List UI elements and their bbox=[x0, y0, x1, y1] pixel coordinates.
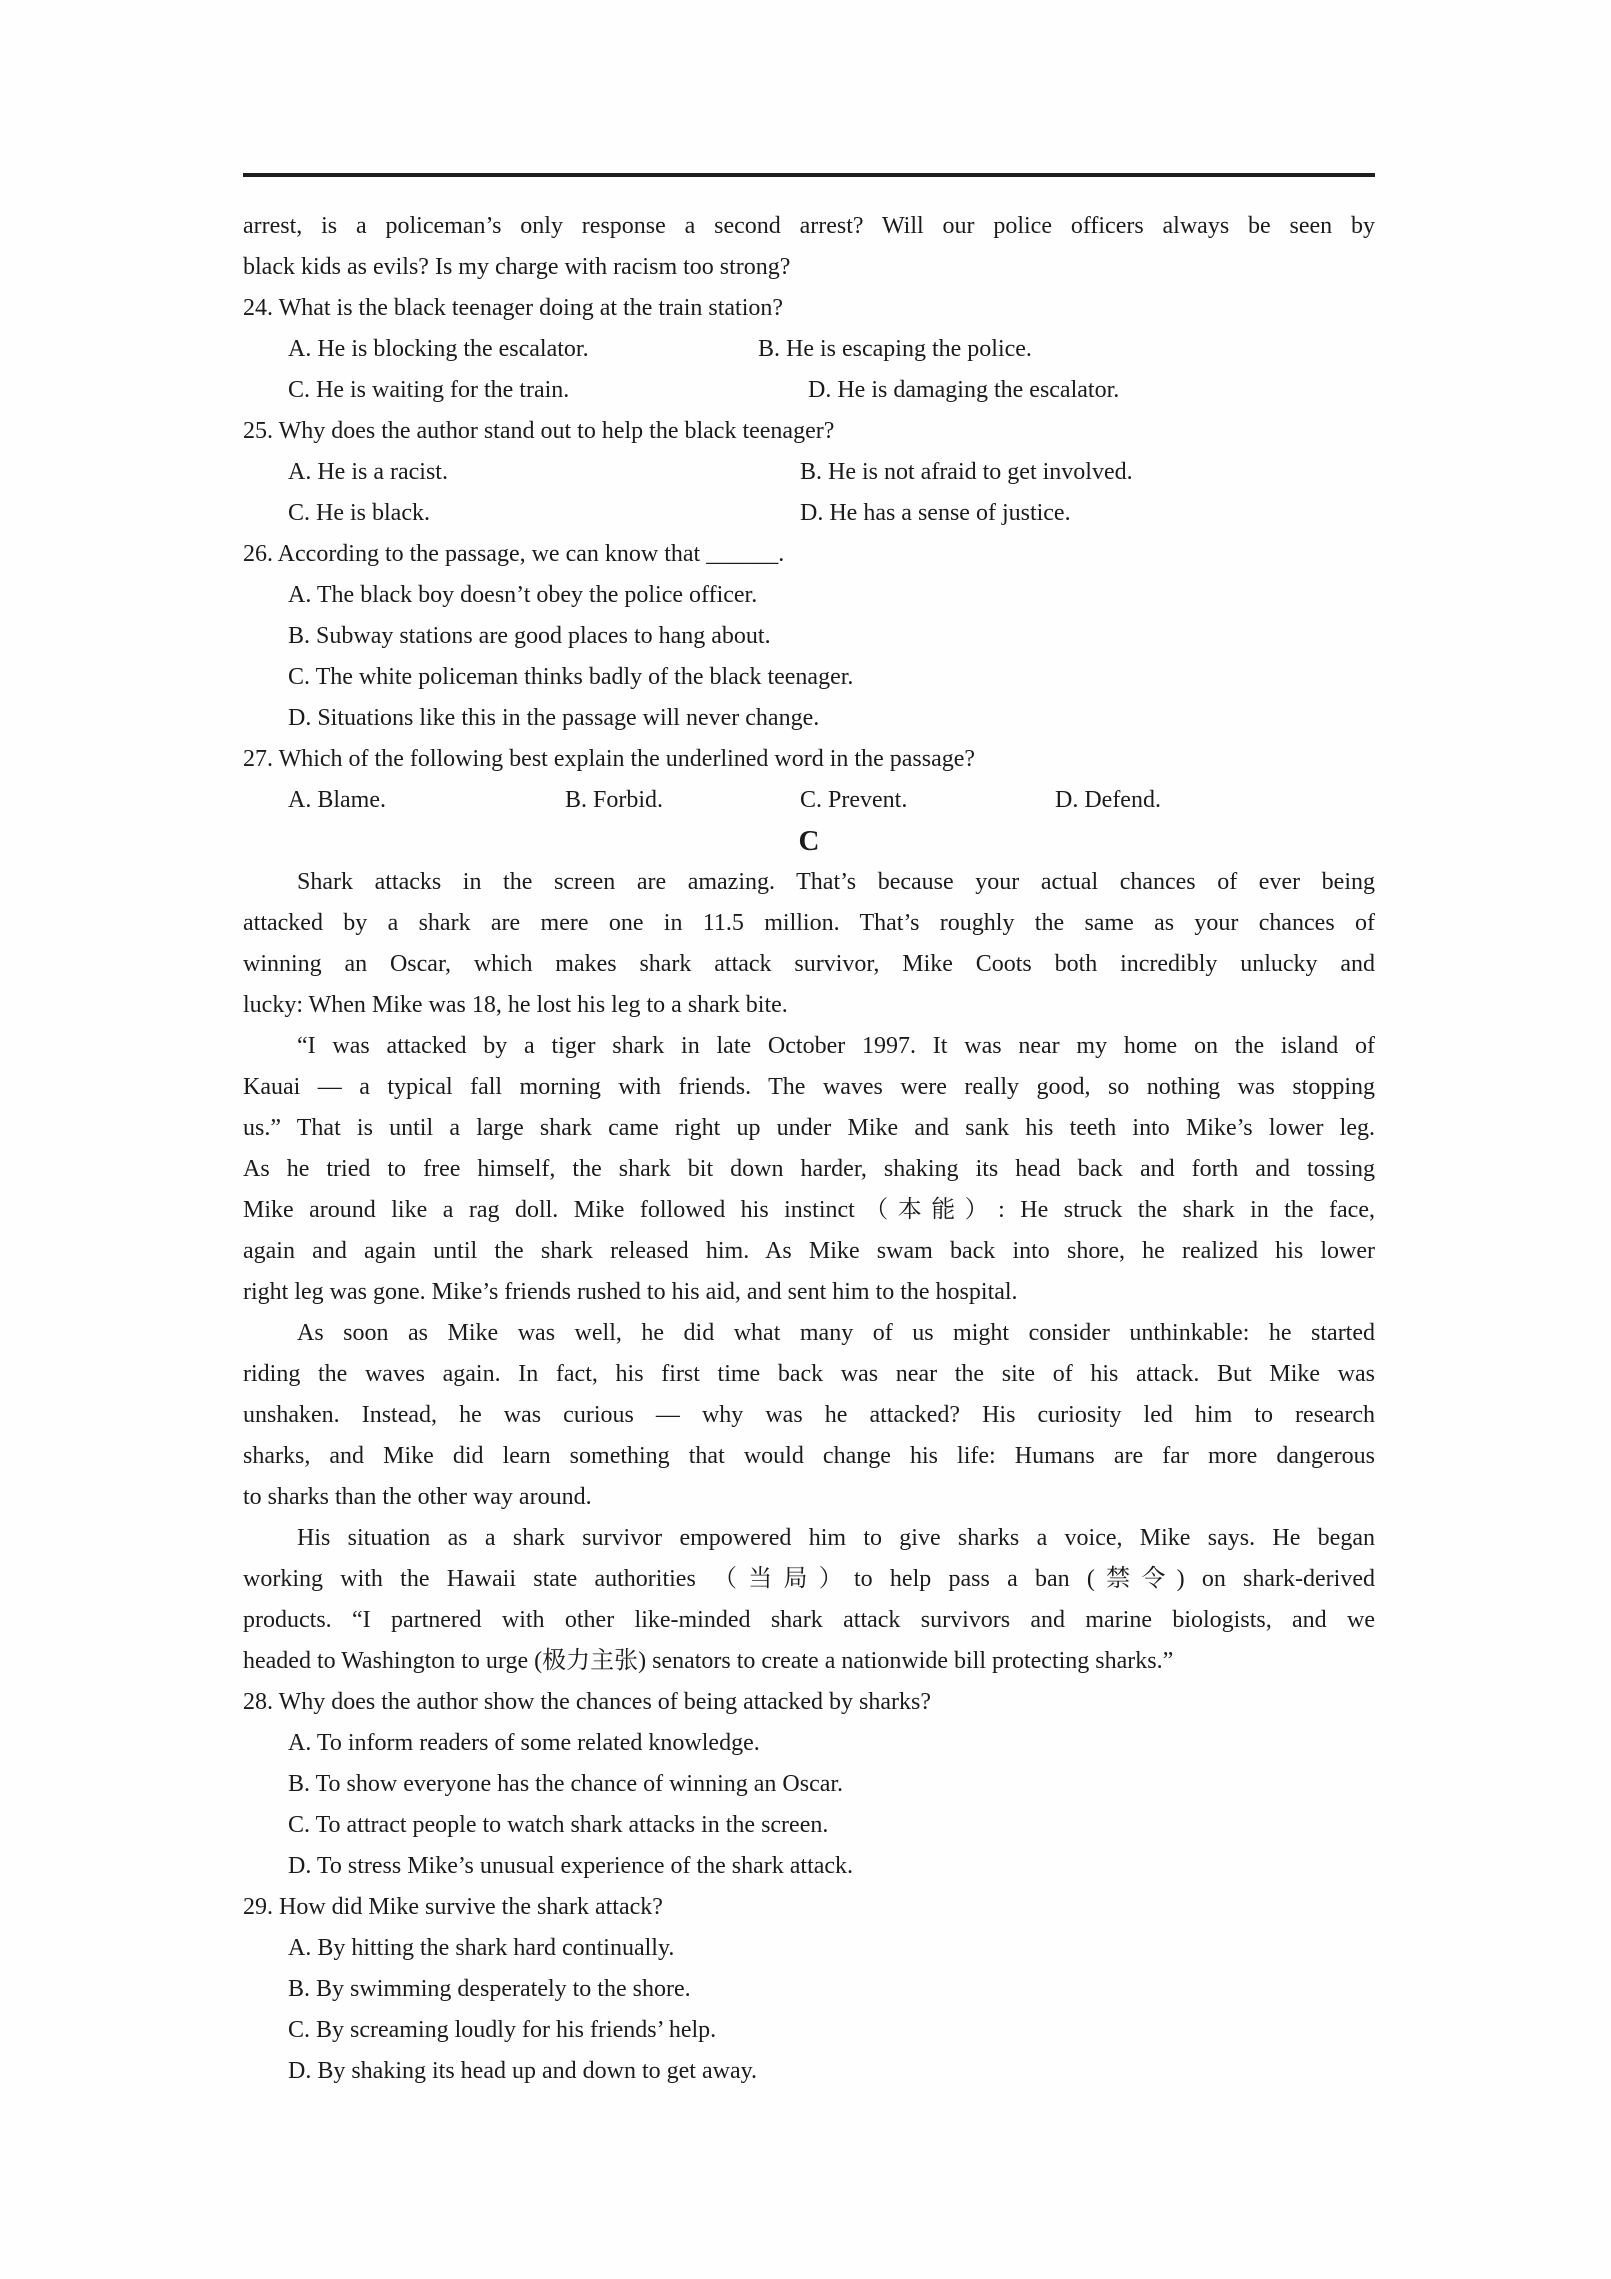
passage-line: again and again until the shark released him. As Mike swam back into shore, he realized his lower bbox=[243, 1238, 1375, 1264]
options-row bbox=[243, 780, 1375, 821]
question-stem-27: 27. Which of the following best explain the underlined word in the passage? bbox=[243, 746, 976, 772]
passage-line: to sharks than the other way around. bbox=[243, 1484, 592, 1510]
question-stem-26: 26. According to the passage, we can know that ______. bbox=[243, 541, 785, 567]
passage-line: Mike around like a rag doll. Mike followed his instinct（本能）: He struck the shark in the face, bbox=[243, 1197, 1375, 1223]
passage-line: riding the waves again. In fact, his first time back was near the site of his attack. But Mike was bbox=[243, 1361, 1375, 1387]
option-27d: D. Defend. bbox=[1055, 787, 1161, 813]
option-24a: A. He is blocking the escalator. bbox=[288, 336, 589, 362]
exam-content bbox=[243, 206, 1375, 2092]
passage-line: winning an Oscar, which makes shark attack survivor, Mike Coots both incredibly unlucky and bbox=[243, 951, 1375, 977]
passage-line: arrest, is a policeman’s only response a second arrest? Will our police officers always be seen by bbox=[243, 213, 1375, 239]
passage-line: Shark attacks in the screen are amazing. That’s because your actual chances of ever being bbox=[297, 869, 1375, 895]
options-row bbox=[243, 493, 1375, 534]
passage-line: “I was attacked by a tiger shark in late October 1997. It was near my home on the island of bbox=[297, 1033, 1375, 1059]
option-29d: D. By shaking its head up and down to get away. bbox=[288, 2058, 758, 2084]
option-28c: C. To attract people to watch shark attacks in the screen. bbox=[288, 1812, 829, 1838]
option-25c: C. He is black. bbox=[288, 500, 430, 526]
section-heading-c: C bbox=[798, 825, 820, 857]
option-29a: A. By hitting the shark hard continually. bbox=[288, 1935, 675, 1961]
option-24d: D. He is damaging the escalator. bbox=[808, 377, 1120, 403]
passage-line: Kauai — a typical fall morning with friends. The waves were really good, so nothing was stopping bbox=[243, 1074, 1375, 1100]
option-24b: B. He is escaping the police. bbox=[758, 336, 1032, 362]
option-25a: A. He is a racist. bbox=[288, 459, 448, 485]
passage-line: products. “I partnered with other like-minded shark attack survivors and marine biologists, and we bbox=[243, 1607, 1375, 1633]
option-27a: A. Blame. bbox=[288, 787, 386, 813]
passage-line: black kids as evils? Is my charge with racism too strong? bbox=[243, 254, 791, 280]
passage-line: right leg was gone. Mike’s friends rushed to his aid, and sent him to the hospital. bbox=[243, 1279, 1018, 1305]
option-27b: B. Forbid. bbox=[565, 787, 664, 813]
passage-line: unshaken. Instead, he was curious — why was he attacked? His curiosity led him to research bbox=[243, 1402, 1375, 1428]
passage-line: headed to Washington to urge (极力主张) senators to create a nationwide bill protecting sharks.” bbox=[243, 1648, 1174, 1674]
passage-line: His situation as a shark survivor empowered him to give sharks a voice, Mike says. He began bbox=[297, 1525, 1375, 1551]
question-stem-24: 24. What is the black teenager doing at the train station? bbox=[243, 295, 784, 321]
option-26b: B. Subway stations are good places to hang about. bbox=[288, 623, 771, 649]
passage-line: lucky: When Mike was 18, he lost his leg to a shark bite. bbox=[243, 992, 788, 1018]
passage-line: sharks, and Mike did learn something that would change his life: Humans are far more dangerous bbox=[243, 1443, 1375, 1469]
option-29c: C. By screaming loudly for his friends’ help. bbox=[288, 2017, 717, 2043]
option-26c: C. The white policeman thinks badly of the black teenager. bbox=[288, 664, 854, 690]
options-row bbox=[243, 452, 1375, 493]
passage-line: As soon as Mike was well, he did what many of us might consider unthinkable: he started bbox=[297, 1320, 1375, 1346]
option-26a: A. The black boy doesn’t obey the police officer. bbox=[288, 582, 758, 608]
passage-line: As he tried to free himself, the shark bit down harder, shaking its head back and forth and tossing bbox=[243, 1156, 1375, 1182]
options-row bbox=[243, 329, 1375, 370]
option-25d: D. He has a sense of justice. bbox=[800, 500, 1071, 526]
passage-line: working with the Hawaii state authorities （当局）to help pass a ban (禁令) on shark-derived bbox=[243, 1566, 1375, 1592]
option-26d: D. Situations like this in the passage will never change. bbox=[288, 705, 820, 731]
option-28d: D. To stress Mike’s unusual experience of the shark attack. bbox=[288, 1853, 854, 1879]
passage-line: attacked by a shark are mere one in 11.5 million. That’s roughly the same as your chances of bbox=[243, 910, 1375, 936]
option-29b: B. By swimming desperately to the shore. bbox=[288, 1976, 691, 2002]
options-row bbox=[243, 370, 1375, 411]
option-24c: C. He is waiting for the train. bbox=[288, 377, 570, 403]
option-25b: B. He is not afraid to get involved. bbox=[800, 459, 1133, 485]
question-stem-25: 25. Why does the author stand out to help the black teenager? bbox=[243, 418, 835, 444]
question-stem-29: 29. How did Mike survive the shark attack? bbox=[243, 1894, 663, 1920]
option-28a: A. To inform readers of some related knowledge. bbox=[288, 1730, 760, 1756]
header-divider bbox=[243, 173, 1375, 177]
option-27c: C. Prevent. bbox=[800, 787, 908, 813]
question-stem-28: 28. Why does the author show the chances of being attacked by sharks? bbox=[243, 1689, 932, 1715]
passage-line: us.” That is until a large shark came right up under Mike and sank his teeth into Mike’s lower leg. bbox=[243, 1115, 1375, 1141]
option-28b: B. To show everyone has the chance of winning an Oscar. bbox=[288, 1771, 844, 1797]
